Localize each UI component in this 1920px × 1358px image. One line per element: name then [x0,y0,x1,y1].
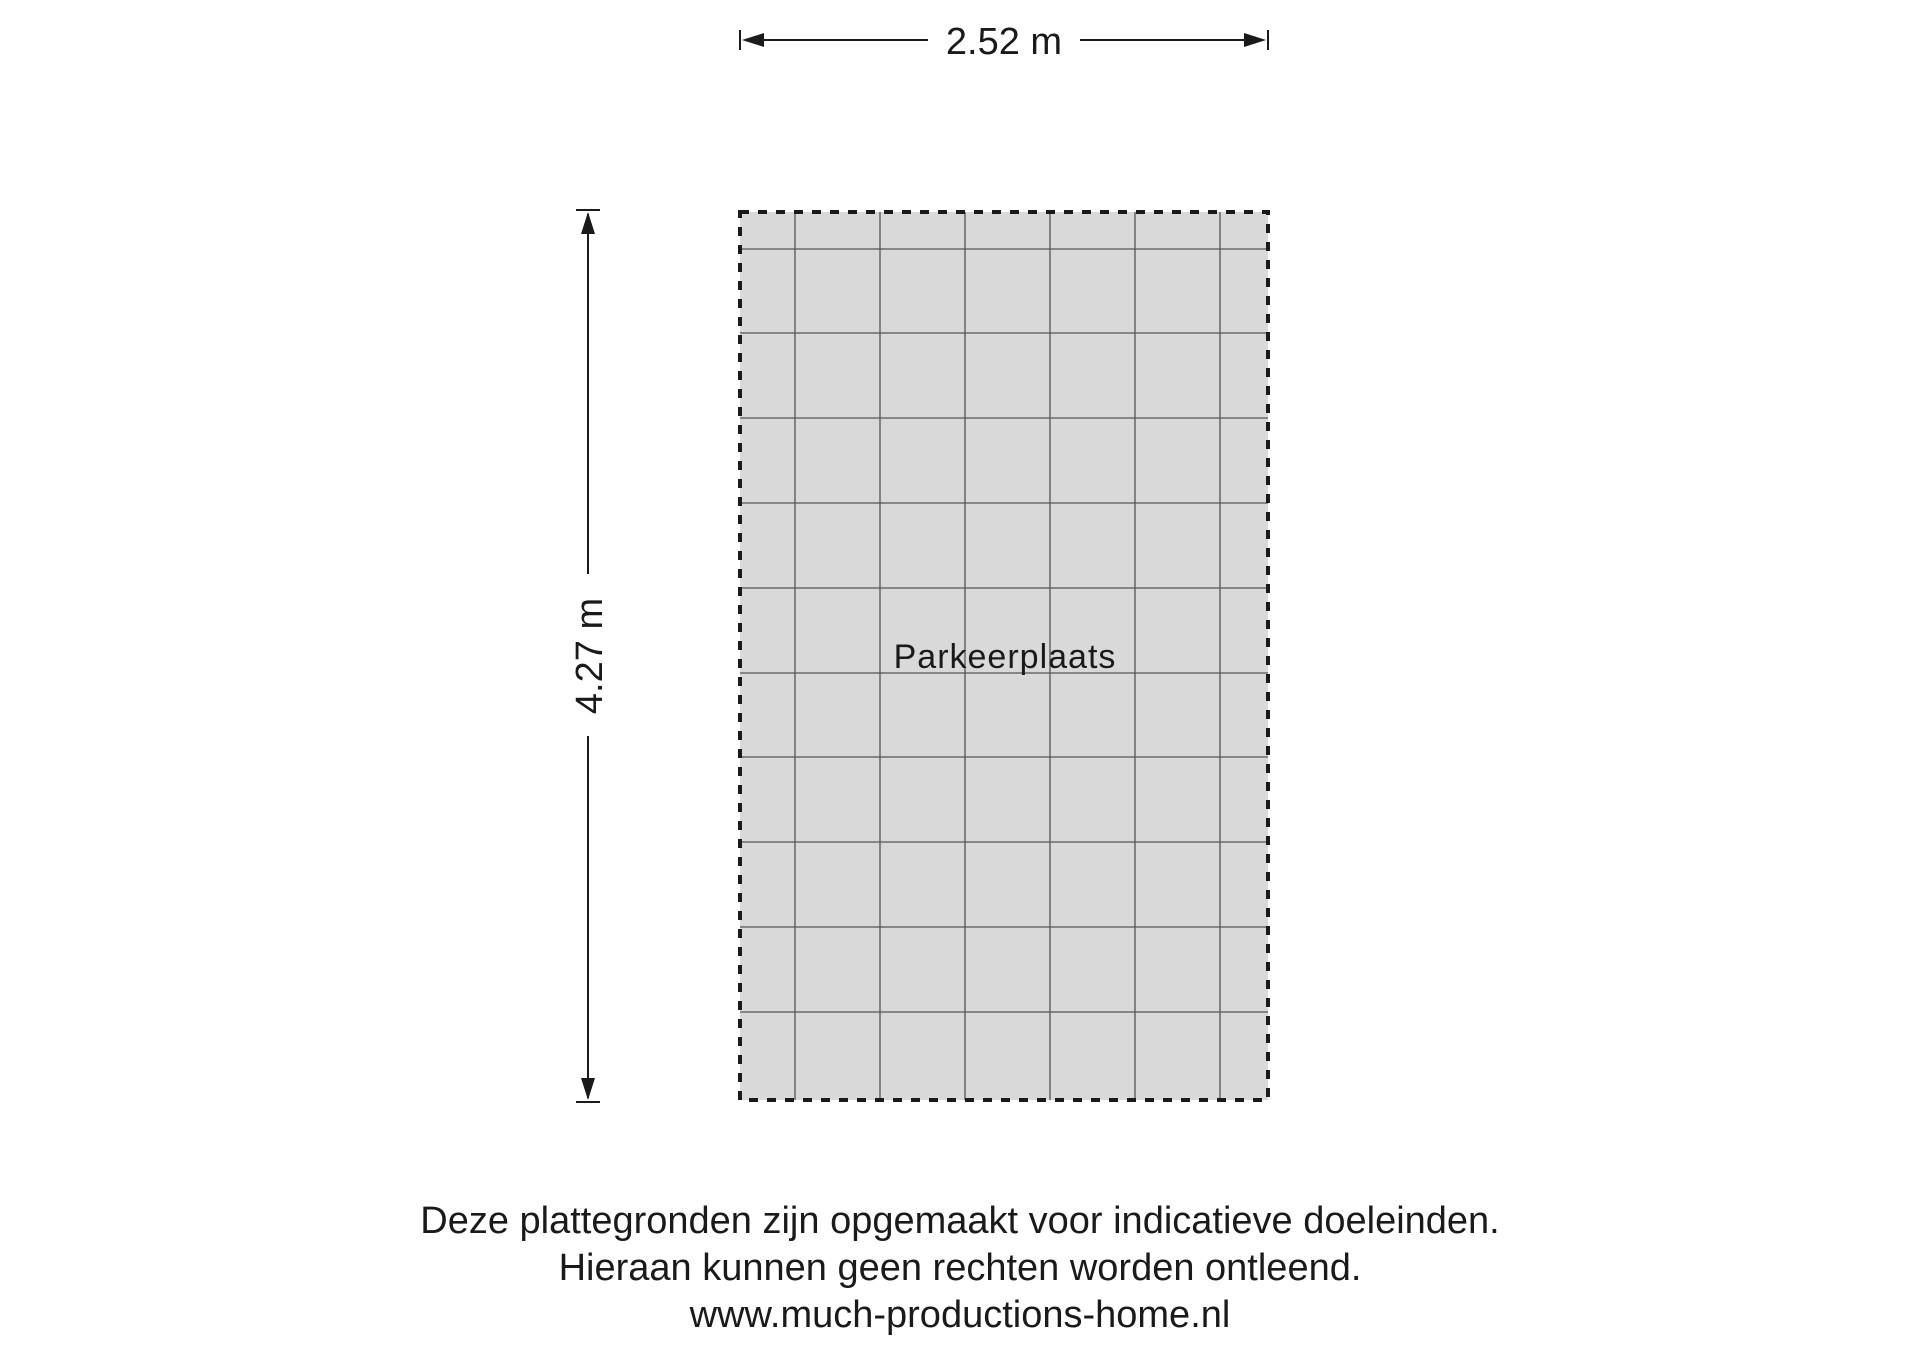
disclaimer-line-1: Deze plattegronden zijn opgemaakt voor indicatieve doeleinden. [420,1200,1500,1242]
width-label: 2.52 m [945,21,1063,63]
disclaimer-line-2: Hieraan kunnen geen rechten worden ontleend. [558,1247,1362,1289]
depth-dimension [569,210,611,1102]
room-parkeerplaats [740,212,1268,1100]
arrow-down-icon [581,1078,595,1100]
arrow-right-icon [1244,33,1266,47]
room-label: Parkeerplaats [893,638,1117,676]
disclaimer [0,1198,1920,1339]
website-url: www.much-productions-home.nl [689,1294,1231,1336]
arrow-left-icon [742,33,764,47]
arrow-up-icon [581,212,595,234]
width-dimension [740,21,1268,63]
depth-label: 4.27 m [569,597,611,715]
